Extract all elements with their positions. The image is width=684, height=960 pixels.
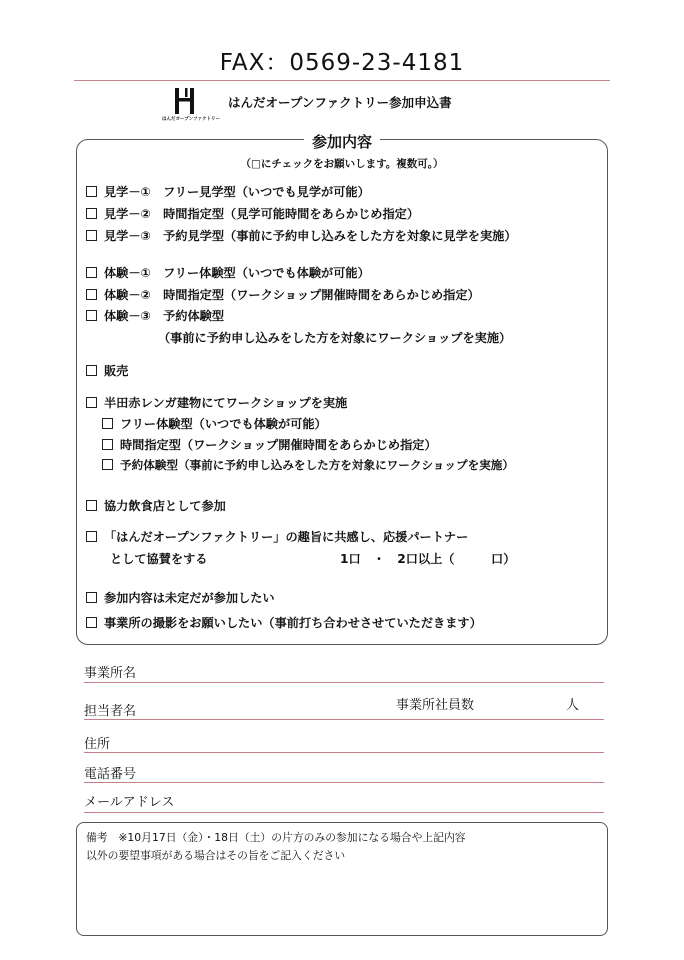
- email-label: メールアドレス: [84, 795, 175, 810]
- sponsor-line-2: として協賛をする: [110, 552, 208, 566]
- field-underline: [84, 782, 604, 783]
- checkbox[interactable]: [86, 289, 97, 300]
- section-title: 参加内容: [0, 131, 684, 152]
- option-exp-1[interactable]: 体験－① フリー体験型（いつでも体験が可能）: [86, 264, 370, 281]
- form-header: [162, 86, 566, 126]
- field-underline: [84, 752, 604, 753]
- person-name-label: 担当者名: [84, 704, 137, 719]
- sponsor-units[interactable]: 1口 ・ 2口以上（ 口）: [340, 552, 516, 566]
- checkbox[interactable]: [86, 208, 97, 219]
- option-visit-1[interactable]: 見学－① フリー見学型（いつでも見学が可能）: [86, 183, 370, 200]
- option-redbrick-reserved[interactable]: 予約体験型（事前に予約申し込みをした方を対象にワークショップを実施）: [102, 457, 514, 473]
- section-note: （□にチェックをお願いします。複数可。）: [240, 158, 444, 170]
- header-divider: [74, 80, 610, 81]
- logo-caption: はんだオープンファクトリー: [162, 117, 221, 122]
- option-visit-2[interactable]: 見学－② 時間指定型（見学可能時間をあらかじめ指定）: [86, 205, 419, 222]
- checkbox[interactable]: [86, 592, 97, 603]
- checkbox[interactable]: [102, 459, 113, 470]
- checkbox[interactable]: [86, 310, 97, 321]
- employees-label: 事業所社員数: [396, 698, 475, 713]
- checkbox[interactable]: [86, 230, 97, 241]
- remarks-line-2: 以外の要望事項がある場合はその旨をご記入ください: [86, 849, 346, 862]
- field-underline: [84, 719, 604, 720]
- fax-number: FAX：0569-23-4181: [219, 50, 465, 76]
- address-label: 住所: [84, 737, 111, 752]
- checkbox[interactable]: [86, 531, 97, 542]
- option-visit-3[interactable]: 見学－③ 予約見学型（事前に予約申し込みをした方を対象に見学を実施）: [86, 227, 517, 244]
- field-underline: [84, 682, 604, 683]
- option-redbrick-timed[interactable]: 時間指定型（ワークショップ開催時間をあらかじめ指定）: [102, 436, 437, 453]
- checkbox[interactable]: [102, 418, 113, 429]
- checkbox[interactable]: [86, 267, 97, 278]
- document-title: はんだオープンファクトリー参加申込書: [228, 95, 452, 110]
- option-exp-3[interactable]: 体験－③ 予約体験型: [86, 307, 224, 324]
- phone-label: 電話番号: [84, 767, 137, 782]
- option-redbrick[interactable]: 半田赤レンガ建物にてワークショップを実施: [86, 394, 347, 411]
- employees-unit: 人: [566, 698, 580, 713]
- option-exp-2[interactable]: 体験－② 時間指定型（ワークショップ開催時間をあらかじめ指定）: [86, 286, 480, 303]
- checkbox[interactable]: [86, 617, 97, 628]
- option-sales[interactable]: 販売: [86, 362, 128, 379]
- option-photo[interactable]: 事業所の撮影をお願いしたい（事前打ち合わせさせていただきます）: [86, 614, 482, 631]
- checkbox[interactable]: [86, 500, 97, 511]
- option-sponsor[interactable]: 「はんだオープンファクトリー」の趣旨に共感し、応援パートナー: [86, 528, 468, 545]
- option-restaurant[interactable]: 協力飲食店として参加: [86, 497, 226, 514]
- office-name-label: 事業所名: [84, 666, 137, 681]
- checkbox[interactable]: [86, 365, 97, 376]
- checkbox[interactable]: [86, 397, 97, 408]
- option-undecided[interactable]: 参加内容は未定だが参加したい: [86, 589, 275, 606]
- option-exp-3-detail: （事前に予約申し込みをした方を対象にワークショップを実施）: [158, 331, 512, 345]
- checkbox[interactable]: [86, 186, 97, 197]
- checkbox[interactable]: [102, 439, 113, 450]
- remarks-line-1: 備考 ※10月17日（金）・18日（土）の片方のみの参加になる場合や上記内容: [86, 831, 466, 844]
- option-redbrick-free[interactable]: フリー体験型（いつでも体験が可能）: [102, 415, 327, 432]
- field-underline: [84, 812, 604, 813]
